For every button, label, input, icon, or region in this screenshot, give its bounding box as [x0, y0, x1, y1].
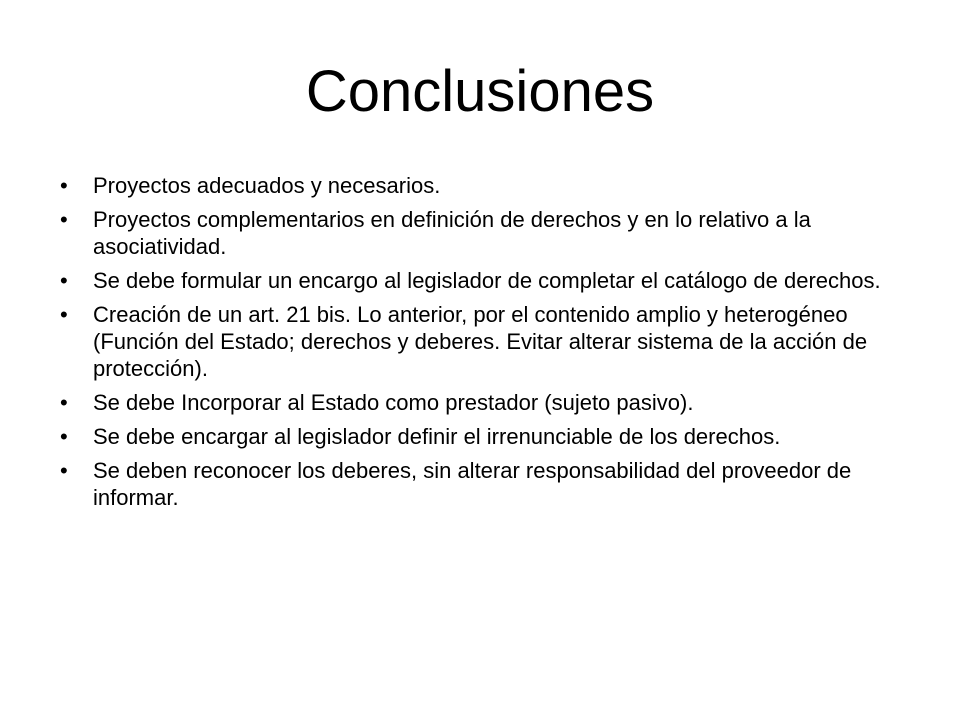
- bullet-text: Se debe formular un encargo al legislador de completar el catálogo de derechos.: [93, 268, 881, 293]
- slide-title: Conclusiones: [305, 59, 655, 124]
- bullet-item: [60, 457, 908, 511]
- bullet-icon: •: [60, 424, 68, 449]
- bullet-item: [60, 301, 908, 382]
- bullet-text: Proyectos adecuados y necesarios.: [93, 173, 441, 198]
- bullet-icon: •: [60, 302, 68, 327]
- bullet-text: Creación de un art. 21 bis. Lo anterior, por el contenido amplio y heterogéneo (Función del Estado; derechos y deberes. Evitar alterar sistema de la acción de protección).: [93, 302, 868, 381]
- bullet-icon: •: [60, 173, 68, 198]
- bullet-text: Se deben reconocer los deberes, sin alterar responsabilidad del proveedor de informar.: [93, 458, 852, 510]
- bullet-item: [60, 267, 908, 294]
- bullet-item: [60, 206, 908, 260]
- bullet-item: [60, 423, 908, 450]
- bullet-item: [60, 389, 908, 416]
- bullet-text: Se debe encargar al legislador definir el irrenunciable de los derechos.: [93, 424, 781, 449]
- bullet-item: [60, 172, 908, 199]
- bullet-list: [60, 172, 908, 518]
- bullet-icon: •: [60, 458, 68, 483]
- bullet-icon: •: [60, 207, 68, 232]
- bullet-icon: •: [60, 268, 68, 293]
- bullet-text: Proyectos complementarios en definición de derechos y en lo relativo a la asociatividad.: [93, 207, 811, 259]
- bullet-text: Se debe Incorporar al Estado como prestador (sujeto pasivo).: [93, 390, 694, 415]
- bullet-icon: •: [60, 390, 68, 415]
